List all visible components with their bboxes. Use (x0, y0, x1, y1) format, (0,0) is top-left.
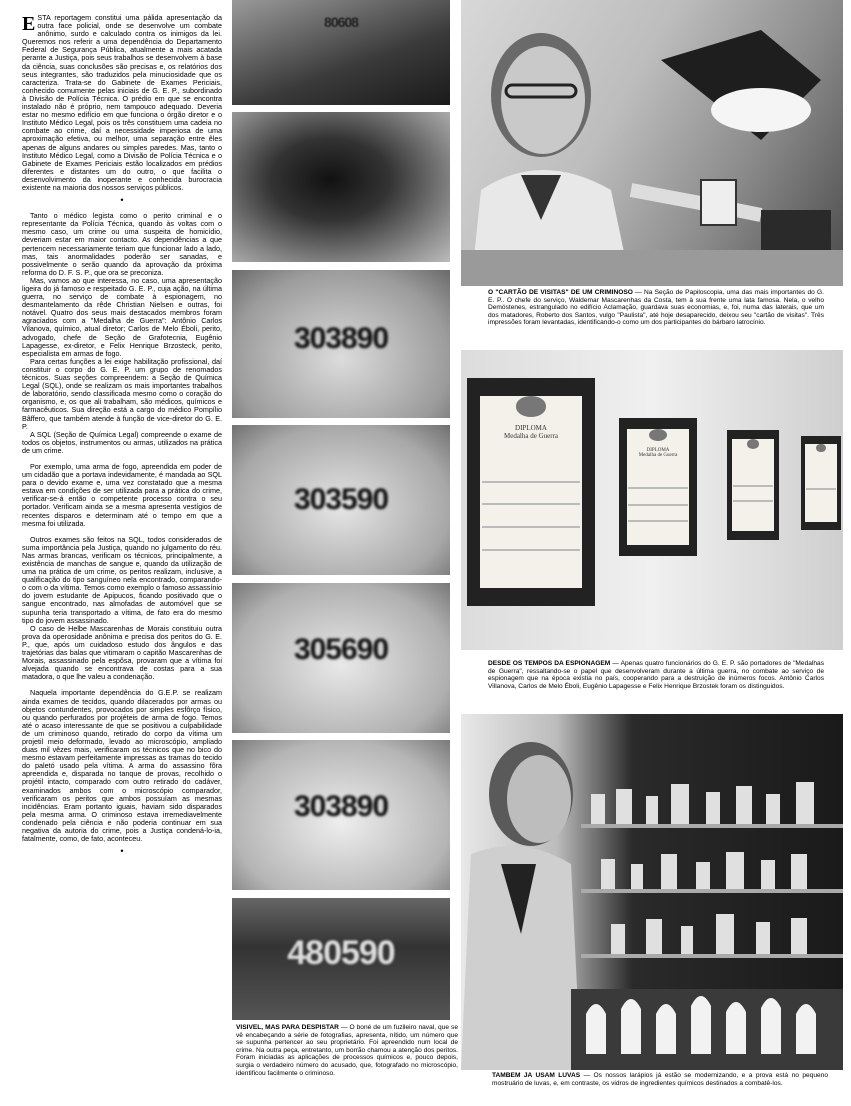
diplomas-caption (488, 660, 824, 690)
photo-fingerprint-technician (461, 0, 843, 286)
revealed-number-4: 303890 (293, 790, 389, 823)
evidence-photo-4 (232, 740, 450, 890)
article-paragraph-9: Naquela importante dependência do G.E.P. se realizam ainda exames de tecidos, quando dilacerados por armas ou objetos contundentes, provocados por simples esfôrço físico, ou quando perfurados por projéteis de arma de fogo. Temos até o acaso interessante de que se positivou a culpabilidade de um criminoso quando, retirado do corpo da vítima um projetil meio deformado, levado ao microscópio, ampliado duas mil vêzes mais, verificaram os técnicos que no bico do mesmo estavam perfeitamente impressas as tramas do tecido do paletó usado pela vítima. A arma do assassino fôra apreendida e, disparada no tanque de provas, recolhido o projétil intacto, comparado com outro retirado do cadáver, examinados ambos com o microscópio comparador, verificaram os peritos que ambos possuíam as mesmas incidências. Eram portanto iguais, haviam sido disparados pela mesma arma. O criminoso estava irremediavelmente condenado pela ciência e não poderia continuar em sua negativa da autoria do crime, pois a Justiça condená-lo-ia, fatalmente, como, de fato, aconteceu. (22, 688, 222, 844)
evidence-photo-5 (232, 898, 450, 1020)
gloves-caption (492, 1072, 828, 1087)
cap-photo (232, 0, 450, 105)
technician-illustration (461, 0, 843, 286)
revealed-number-3: 305690 (293, 633, 389, 666)
article-paragraph-3: Mas, vamos ao que interessa, no caso, uma apresentação ligeira do já famoso e respeitado G. E. P., cuja ação, na última guerra, no serviço de combate à espionagem, no desmantelamento da rêde Christian Nielsen e outras, foi notável. Quatro dos seus mais destacados membros foram agraciados com a "Medalha de Guerra": Antônio Carlos Vilanova, químico, atual diretor; Carlos de Melo Éboli, perito, advogado, chefe de Seção de Grafotecnia, Eugênio Lapagesse, ex-diretor, e Felix Henrique Brzosteck, perito, especialista em armas de fogo. (22, 275, 222, 358)
article-paragraph-6: Por exemplo, uma arma de fogo, apreendida em poder de um cidadão que a portava indevidamente, é mandada ao SQL para o devido exame e, uma vez constatado que a mesma estava em condições de ser utilizada para a prática do crime, verificar-se-á então o competente processo contra o seu portador. Verificam ainda se a mesma apresenta vestígios de recentes disparos e determinam até o tempo em que a mesma foi utilizada. (22, 461, 222, 528)
laboratory-illustration (461, 714, 843, 1070)
article-paragraph-2: Tanto o médico legista como o perito criminal e o representante da Polícia Técnica, quando às voltas com o mesmo caso, um crime ou uma suspeita de homicídio, deveriam estar em maior contacto. As dependências a que pertencem necessariamente teriam que funcionar lado a lado, mas, tais anormalidades poderão ser sanadas, e possivelmente o serão quando da aprovação da próxima reforma do D. F. S. P., que ora se preconiza. (22, 211, 222, 277)
diploma-frame-4 (801, 436, 841, 530)
evidence-photo-strip (232, 0, 450, 1020)
article-paragraph-5: A SQL (Seção de Química Legal) compreende o exame de todos os objetos, instrumentos ou armas, utilizados na prática de um crime. (22, 429, 222, 455)
drop-cap: E (22, 13, 36, 35)
evidence-caption-title: VISIVEL, MAS PARA DESPISTAR (236, 1024, 339, 1031)
evidence-photo-3 (232, 583, 450, 733)
revealed-number-1: 303890 (293, 322, 389, 355)
separator-dot: • (120, 195, 124, 206)
diploma-title-2: DIPLOMA Medalha de Guerra (638, 448, 678, 459)
article-paragraph-1: ESTA reportagem constitui uma pálida apresentação da outra face policial, onde se desenvolve um combate anônimo, surdo e calculado contra os inimigos da lei. Queremos nos referir a uma dependência do Departamento Federal de Segurança Pública, atualmente a mais acatada perante a Justiça, pois seus trabalhos se desenvolvem à base da ciência, suas conclusões são precisas e, os relatórios dos seus integrantes, são traduzidos pela minuciosidade que os caracteriza. Trata-se do Gabinete de Exames Periciais, conhecido comumente pelas iniciais de G. E. P., subordinado à Divisão de Polícia Técnica. O prédio em que se encontra instalado não é próprio, nem tampouco adequado. Deveria estar no mesmo edifício em que funciona o órgão diretor e o Instituto Médico Legal, pois os três constituem uma cadeia no combate ao crime, daí a necessidade imperiosa de uma aproximação efetiva, ou melhor, uma separação entre êles apenas de alguns andares ou simples paredes. Mas, tanto o Instituto Médico Legal, como a Divisão de Polícia Técnica e o Gabinete de Exames Periciais estão localizados em prédios diferentes e distantes um do outro, o que facilita o desenvolvimento da inoperante e conhecida burocracia existente na maioria dos nossos serviços públicos. (22, 13, 222, 192)
article-text-column (22, 14, 222, 859)
diploma-title-1: DIPLOMA Medalha de Guerra (503, 423, 559, 440)
separator-dot-end: • (120, 846, 124, 857)
gloves-caption-text: — Os nossos larápios já estão se modernizando, e a prova está no pequeno mostruário de luvas, e, em contraste, os vidros de ingredientes químicos destinados a combatê-los. (492, 1072, 828, 1087)
fingerprint-caption-title: O "CARTÃO DE VISITAS" DE UM CRIMINOSO (488, 289, 633, 296)
photo-laboratory-gloves (461, 714, 843, 1070)
diploma-frame-2 (619, 418, 697, 556)
diplomas-caption-title: DESDE OS TEMPOS DA ESPIONAGEM (488, 660, 611, 667)
photo-war-medal-diplomas (461, 350, 843, 650)
diplomas-caption-text: — Apenas quatro funcionários do G. E. P. são portadores de "Medalhas de Guerra", ressaltando-se o papel que desenvolveram durante a última guerra, no combate ao serviço de espionagem que na época existia no país, cooperando para a destruição de inúmeros focos. Antônio Carlos Villanova, Carlos de Melo Éboli, Eugênio Lapagesse e Felix Henrique Brzostek foram os distinguidos. (488, 660, 824, 690)
cap-number: 80608 (324, 14, 358, 30)
evidence-caption-text: — O boné de um fuzileiro naval, que se vê encabeçando a série de fotografias, apresenta, nítido, um número que se supunha pertencer ao seu proprietário. Foi apreendido num local de crime. Na outra peça, entretanto, um borrão chamou a atenção dos peritos. Foram iniciadas as aplicações de processos químicos e, pouco depois, surgia o verdadeiro número do acusado, que, fotografado no microscópio, identificou facilmente o criminoso. (236, 1024, 458, 1077)
fingerprint-caption-text: — Na Seção de Papiloscopia, uma das mais importantes do G. E. P.. O chefe do serviço, Waldemar Mascarenhas da Costa, tem à sua frente uma lata famosa. Nela, o velho Demóstenes, estrangulado no edifício Aclamação, guardava suas economias, e, foi, numa das laterais, que um dos matadores, Roberto dos Santos, vulgo "Paulista", até hoje desaparecido, deixou seu "cartão de visitas". Três impressões foram levantadas, identificando-o como um dos participantes do bárbaro latrocínio. (488, 289, 824, 327)
article-paragraph-8: O caso de Helbe Mascarenhas de Morais constituiu outra prova da operosidade anônima e precisa dos peritos do G. E. P., que, após um cuidadoso estudo dos ângulos e das trajetórias das balas que vitimaram o capitão Mascarenhas de Morais, assassinado pela espôsa, provaram que a vítima foi alvejada quando se encontrava de costas para a sua matadora, o que lhe valeu a condenação. (22, 623, 222, 682)
gloves-caption-title: TAMBEM JA USAM LUVAS (492, 1072, 581, 1079)
revealed-number-5: 480590 (287, 934, 395, 972)
smudge-photo (232, 112, 450, 262)
article-paragraph-4: Para certas funções a lei exige habilitação profissional, daí constituir o corpo do G. E. P. um grupo de renomados técnicos. Suas seções compreendem: a Seção de Química Legal (SQL), onde se realizam os mais importantes trabalhos de laboratório, sendo classificada mesmo como o coração do organismo, e, os que ali trabalham, são médicos, químicos e farmacêuticos. Sua direção está a cargo do médico Pompílio Bâffero, que também atende à função de vice-diretor do G. E. P. (22, 356, 222, 431)
fingerprint-caption (488, 289, 824, 327)
article-paragraph-7: Outros exames são feitos na SQL, todos considerados de suma importância pela Justiça, quando no julgamento do réu. Nas armas brancas, verificam os técnicos, principalmente, a existência de manchas de sangue e, quando da utilização de uma na prática de um crime, os peritos realizam, inclusive, a qualificação do tipo sanguíneo nela encontrado, comparando-o com o da vítima. Temos como exemplo o famoso assassínio do jovem estudante de Apipucos, ficando positivado que o sangue encontrado, nas almofadas de automóvel que se supunha teria transportado a vítima, de fato era do mesmo tipo do jovem assassinado. (22, 534, 222, 625)
evidence-photo-1 (232, 270, 450, 418)
revealed-number-2: 303590 (293, 483, 389, 516)
diploma-frame-1 (467, 378, 595, 606)
diploma-frame-3 (727, 430, 779, 540)
evidence-photo-2 (232, 425, 450, 575)
evidence-caption (236, 1024, 458, 1077)
